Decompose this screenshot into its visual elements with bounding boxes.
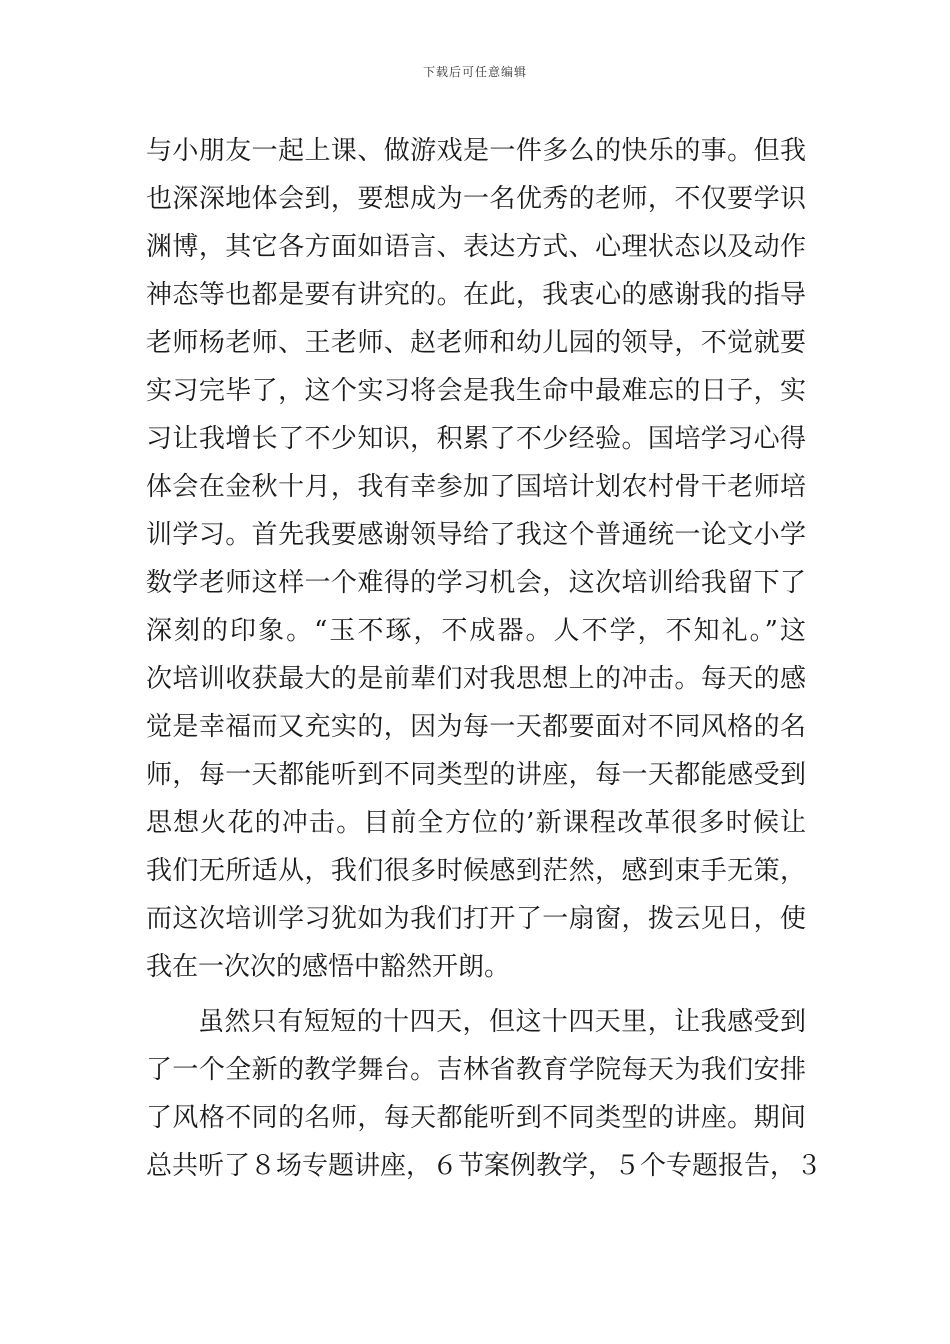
text-line: 总共听了８场专题讲座，６节案例教学，５个专题报告，３ bbox=[146, 1151, 823, 1181]
text-line: 了一个全新的教学舞台。吉林省教育学院每天为我们安排 bbox=[146, 1055, 806, 1085]
text-line: 习让我增长了不少知识，积累了不少经验。国培学习心得 bbox=[146, 424, 806, 454]
page-header: 下载后可任意编辑 bbox=[422, 65, 527, 79]
text-line: 思想火花的冲击。目前全方位的’新课程改革很多时候让 bbox=[146, 808, 806, 838]
text-line: 深刻的印象。“玉不琢，不成器。人不学，不知礼。”这 bbox=[146, 616, 806, 646]
text-line: 也深深地体会到，要想成为一名优秀的老师，不仅要学识 bbox=[146, 184, 806, 214]
text-line: 实习完毕了，这个实习将会是我生命中最难忘的日子，实 bbox=[146, 376, 806, 406]
text-line: 次培训收获最大的是前辈们对我思想上的冲击。每天的感 bbox=[146, 664, 806, 694]
text-line: 我在一次次的感悟中豁然开朗。 bbox=[146, 952, 511, 982]
text-line: 训学习。首先我要感谢领导给了我这个普通统一论文小学 bbox=[146, 520, 806, 550]
text-line: 渊博，其它各方面如语言、表达方式、心理状态以及动作 bbox=[146, 232, 806, 262]
text-line: 虽然只有短短的十四天，但这十四天里，让我感受到 bbox=[198, 1007, 806, 1037]
text-line: 了风格不同的名师，每天都能听到不同类型的讲座。期间 bbox=[146, 1103, 806, 1133]
text-line: 师，每一天都能听到不同类型的讲座，每一天都能感受到 bbox=[146, 760, 806, 790]
text-line: 老师杨老师、王老师、赵老师和幼儿园的领导，不觉就要 bbox=[146, 328, 806, 358]
text-line: 我们无所适从，我们很多时候感到茫然，感到束手无策， bbox=[146, 856, 806, 886]
text-line: 觉是幸福而又充实的，因为每一天都要面对不同风格的名 bbox=[146, 712, 806, 742]
text-line: 体会在金秋十月，我有幸参加了国培计划农村骨干老师培 bbox=[146, 472, 806, 502]
text-line: 数学老师这样一个难得的学习机会，这次培训给我留下了 bbox=[146, 568, 806, 598]
text-line: 与小朋友一起上课、做游戏是一件多么的快乐的事。但我 bbox=[146, 136, 806, 166]
paragraph-gap bbox=[146, 991, 806, 998]
paragraph-2 bbox=[146, 998, 823, 1190]
document-body bbox=[146, 127, 823, 1190]
text-line: 而这次培训学习犹如为我们打开了一扇窗，拨云见日，使 bbox=[146, 904, 806, 934]
text-line: 神态等也都是要有讲究的。在此，我衷心的感谢我的指导 bbox=[146, 280, 806, 310]
paragraph-1 bbox=[146, 127, 806, 991]
